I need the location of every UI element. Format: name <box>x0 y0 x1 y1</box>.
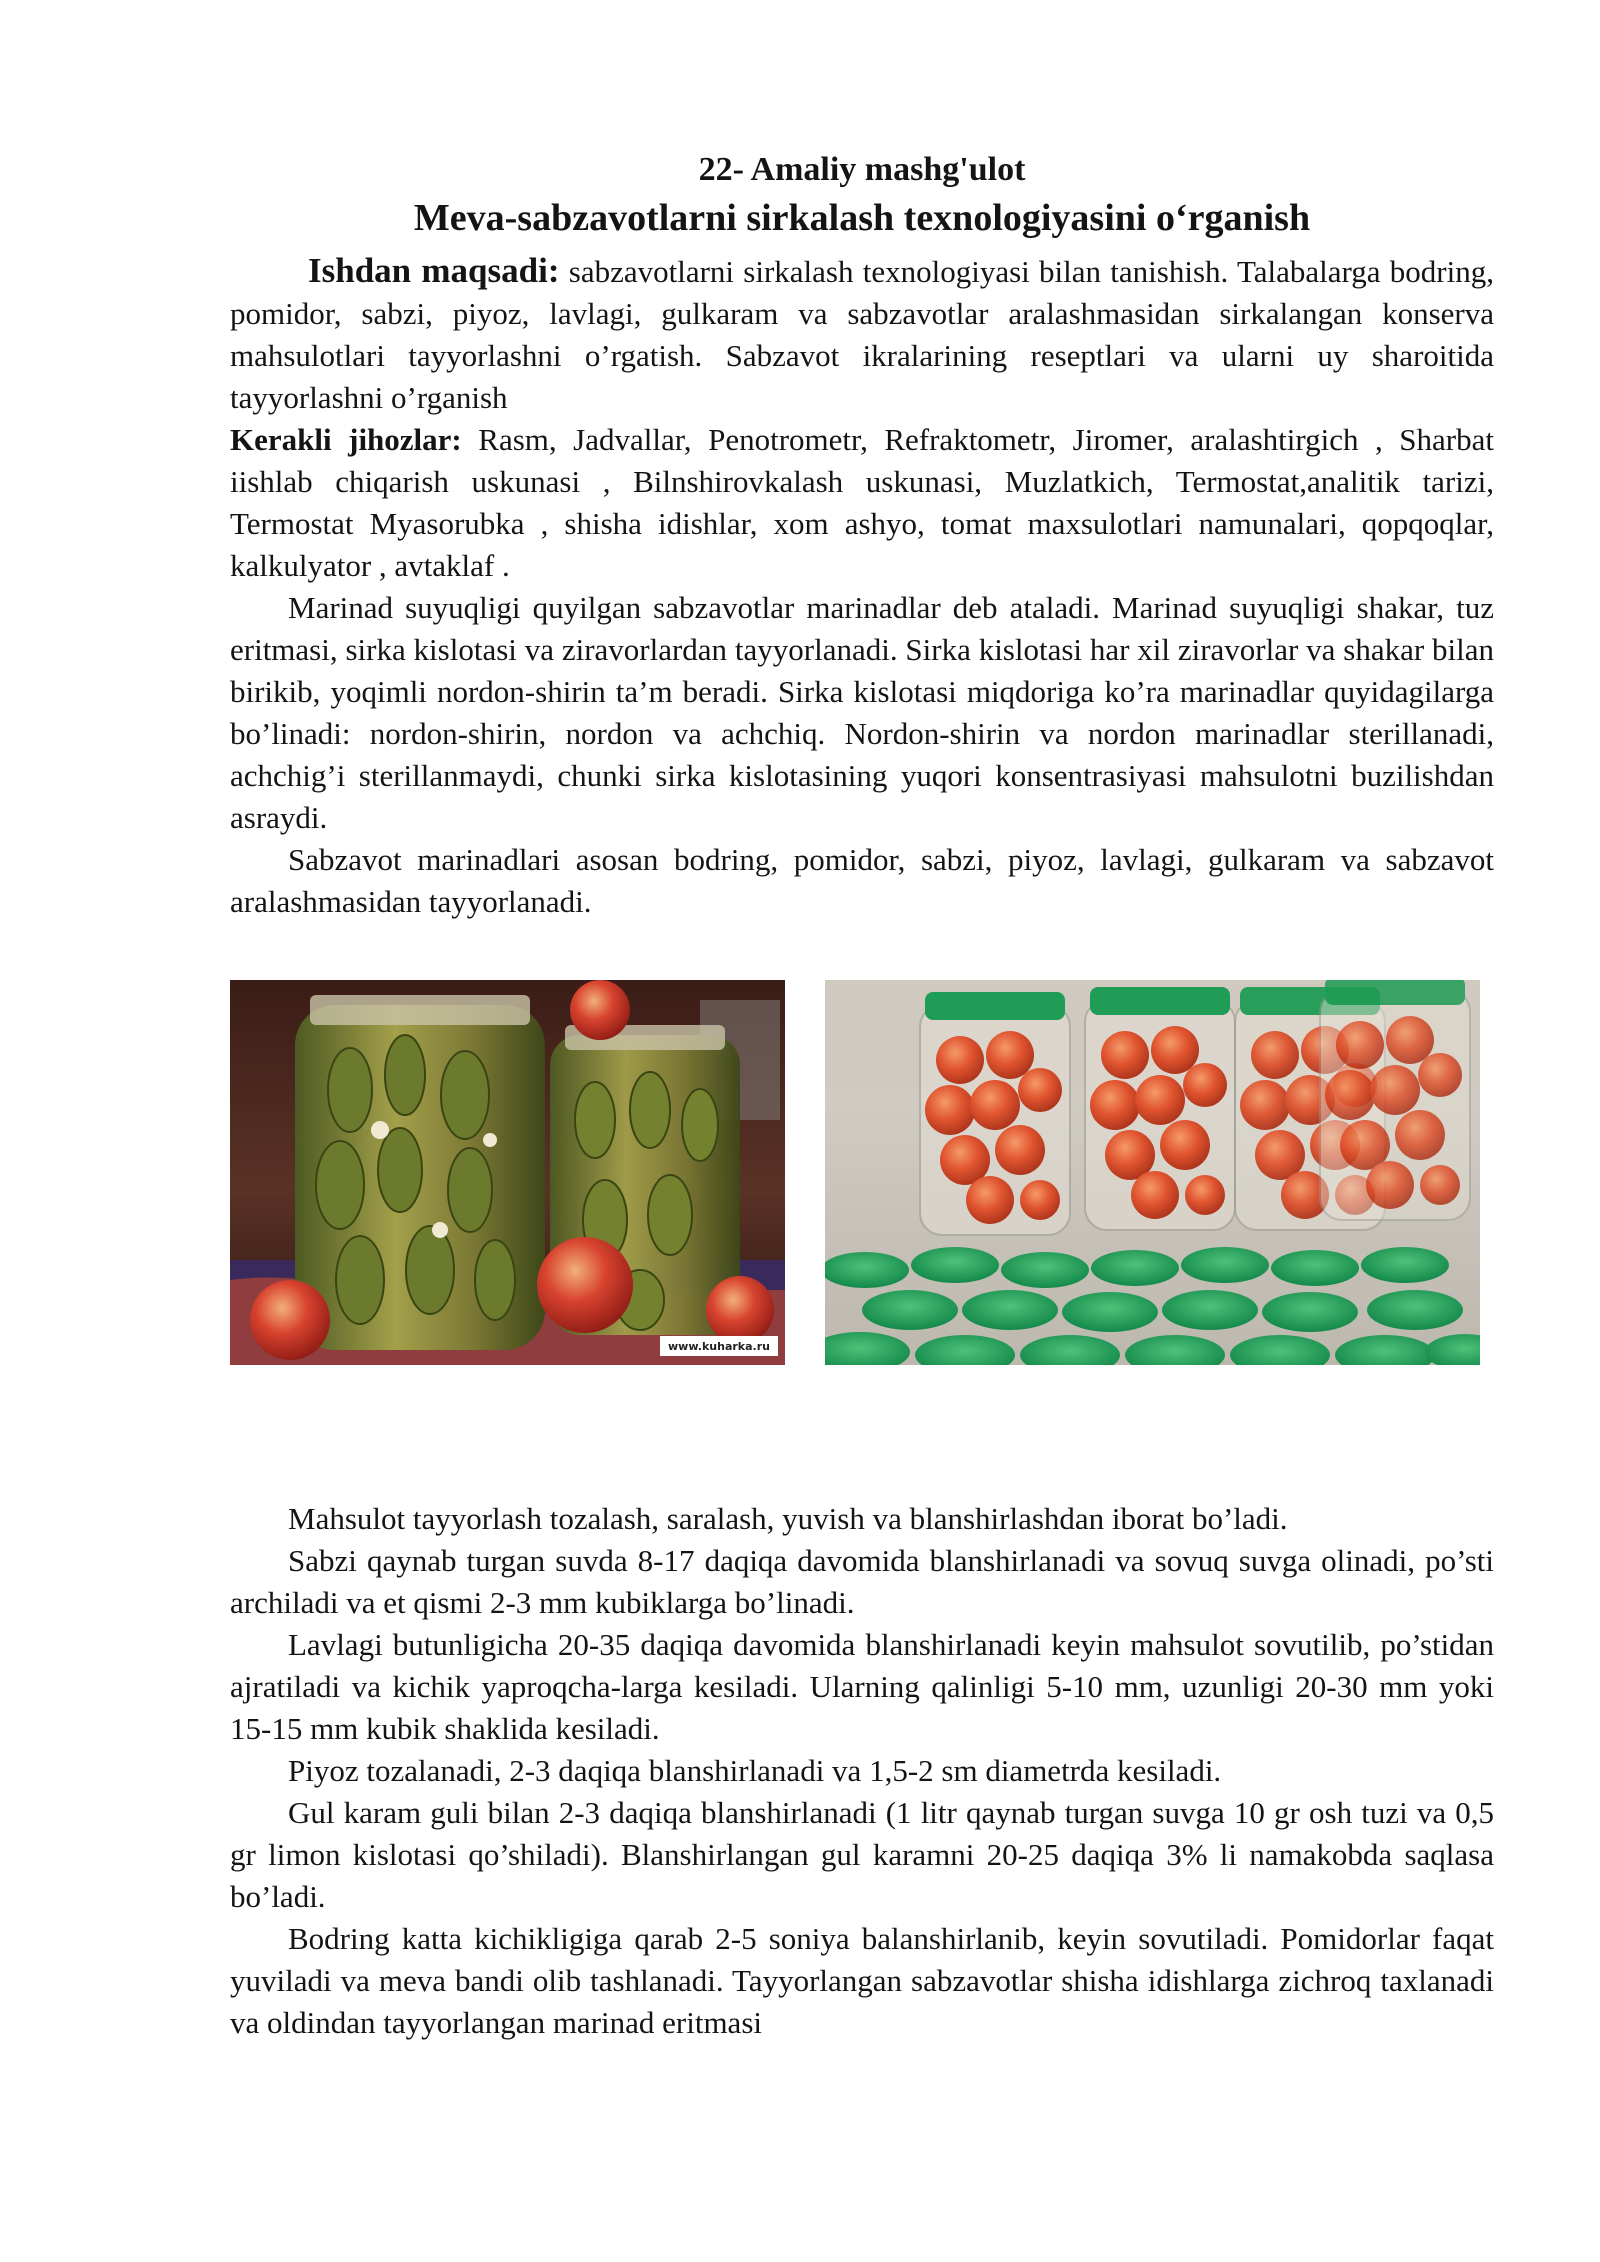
beet-paragraph: Lavlagi butunligicha 20-35 daqiqa davomida blanshirlanadi keyin mahsulot sovutilib, po’stidan ajratiladi va kichik yaproqcha-larga kesiladi. Ularning qalinligi 5-10 mm, uzunligi 20-30 mm yoki 15-15 mm kubik shaklida kesiladi. <box>230 1627 1494 1746</box>
page-title: Meva-sabzavotlarni sirkalash texnologiyasini o‘rganish <box>413 197 1311 239</box>
equipment-label: Kerakli jihozlar: <box>230 422 462 457</box>
marinade-paragraph: Marinad suyuqligi quyilgan sabzavotlar marinadlar deb ataladi. Marinad suyuqligi shakar, tuz eritmasi, sirka kislotasi va ziravorlardan tayyorlanadi. Sirka kislotasi har xil ziravorlar va shakar bilan birikib, yoqimli nordon-shirin ta’m beradi. Sirka kislotasi miqdoriga ko’ra marinadlar quyidagilarga bo’linadi: nordon-shirin, nordon va achchiq. Nordon-shirin va nordon marinadlar sterillanadi, achchig’i sterillanmaydi, chunki sirka kislotasining yuqori konsentrasiyasi mahsulotni buzilishdan asraydi. <box>230 590 1494 835</box>
pickled-tomatoes-photo <box>825 980 1480 1365</box>
carrot-paragraph: Sabzi qaynab turgan suvda 8-17 daqiqa davomida blanshirlanadi va sovuq suvga olinadi, po’sti archiladi va et qismi 2-3 mm kubiklarga bo’linadi. <box>230 1543 1494 1620</box>
bottom-text-block <box>230 1498 1494 2044</box>
pickled-cucumbers-photo <box>230 980 785 1365</box>
equipment-paragraph <box>230 419 1494 587</box>
vegetable-marinades-paragraph: Sabzavot marinadlari asosan bodring, pomidor, sabzi, piyoz, lavlagi, gulkaram va sabzavot aralashmasidan tayyorlanadi. <box>230 842 1494 919</box>
cucumber-paragraph: Bodring katta kichikligiga qarab 2-5 soniya balanshirlanib, keyin sovutiladi. Pomidorlar faqat yuviladi va meva bandi olib tashlanadi. Tayyorlangan sabzavotlar shisha idishlarga zichroq taxlanadi va oldindan tayyorlangan marinad eritmasi <box>230 1921 1494 2040</box>
cauliflower-paragraph: Gul karam guli bilan 2-3 daqiqa blanshirlanadi (1 litr qaynab turgan suvga 10 gr osh tuzi va 0,5 gr limon kislotasi qo’shiladi). Blanshirlangan gul karamni 20-25 daqiqa 3% li namakobda saqlasa bo’ladi. <box>230 1795 1494 1914</box>
onion-paragraph: Piyoz tozalanadi, 2-3 daqiqa blanshirlanadi va 1,5-2 sm diametrda kesiladi. <box>288 1753 1222 1788</box>
top-text-block <box>230 250 1494 923</box>
purpose-colon: : <box>547 251 560 290</box>
purpose-label: Ishdan maqsadi <box>308 251 548 290</box>
watermark-text: www.kuharka.ru <box>668 1340 770 1353</box>
equipment-text: Rasm, Jadvallar, Penotrometr, Refraktometr, Jiromer, aralashtirgich , Sharbat iishlab chiqarish uskunasi , Bilnshirovkalash uskunasi, Muzlatkich, Termostat,analitik tarizi, Termostat Myasorubka , shisha idishlar, xom ashyo, tomat maxsulotlari namunalari, qopqoqlar, kalkulyator , avtaklaf . <box>230 422 1494 583</box>
purpose-text: sabzavotlarni sirkalash texnologiyasi bilan tanishish. Talabalarga bodring, pomidor, sabzi, piyoz, lavlagi, gulkaram va sabzavotlar aralashmasidan sirkalangan konserva mahsulotlari tayyorlashni o’rgatish. Sabzavot ikralarining reseptlari va ularni uy sharoitida tayyorlashni o’rganish <box>230 254 1494 415</box>
preparation-paragraph: Mahsulot tayyorlash tozalash, saralash, yuvish va blanshirlashdan iborat bo’ladi. <box>288 1501 1288 1536</box>
practical-number-heading: 22- Amaliy mashg'ulot <box>698 151 1026 188</box>
purpose-paragraph <box>230 250 1494 419</box>
